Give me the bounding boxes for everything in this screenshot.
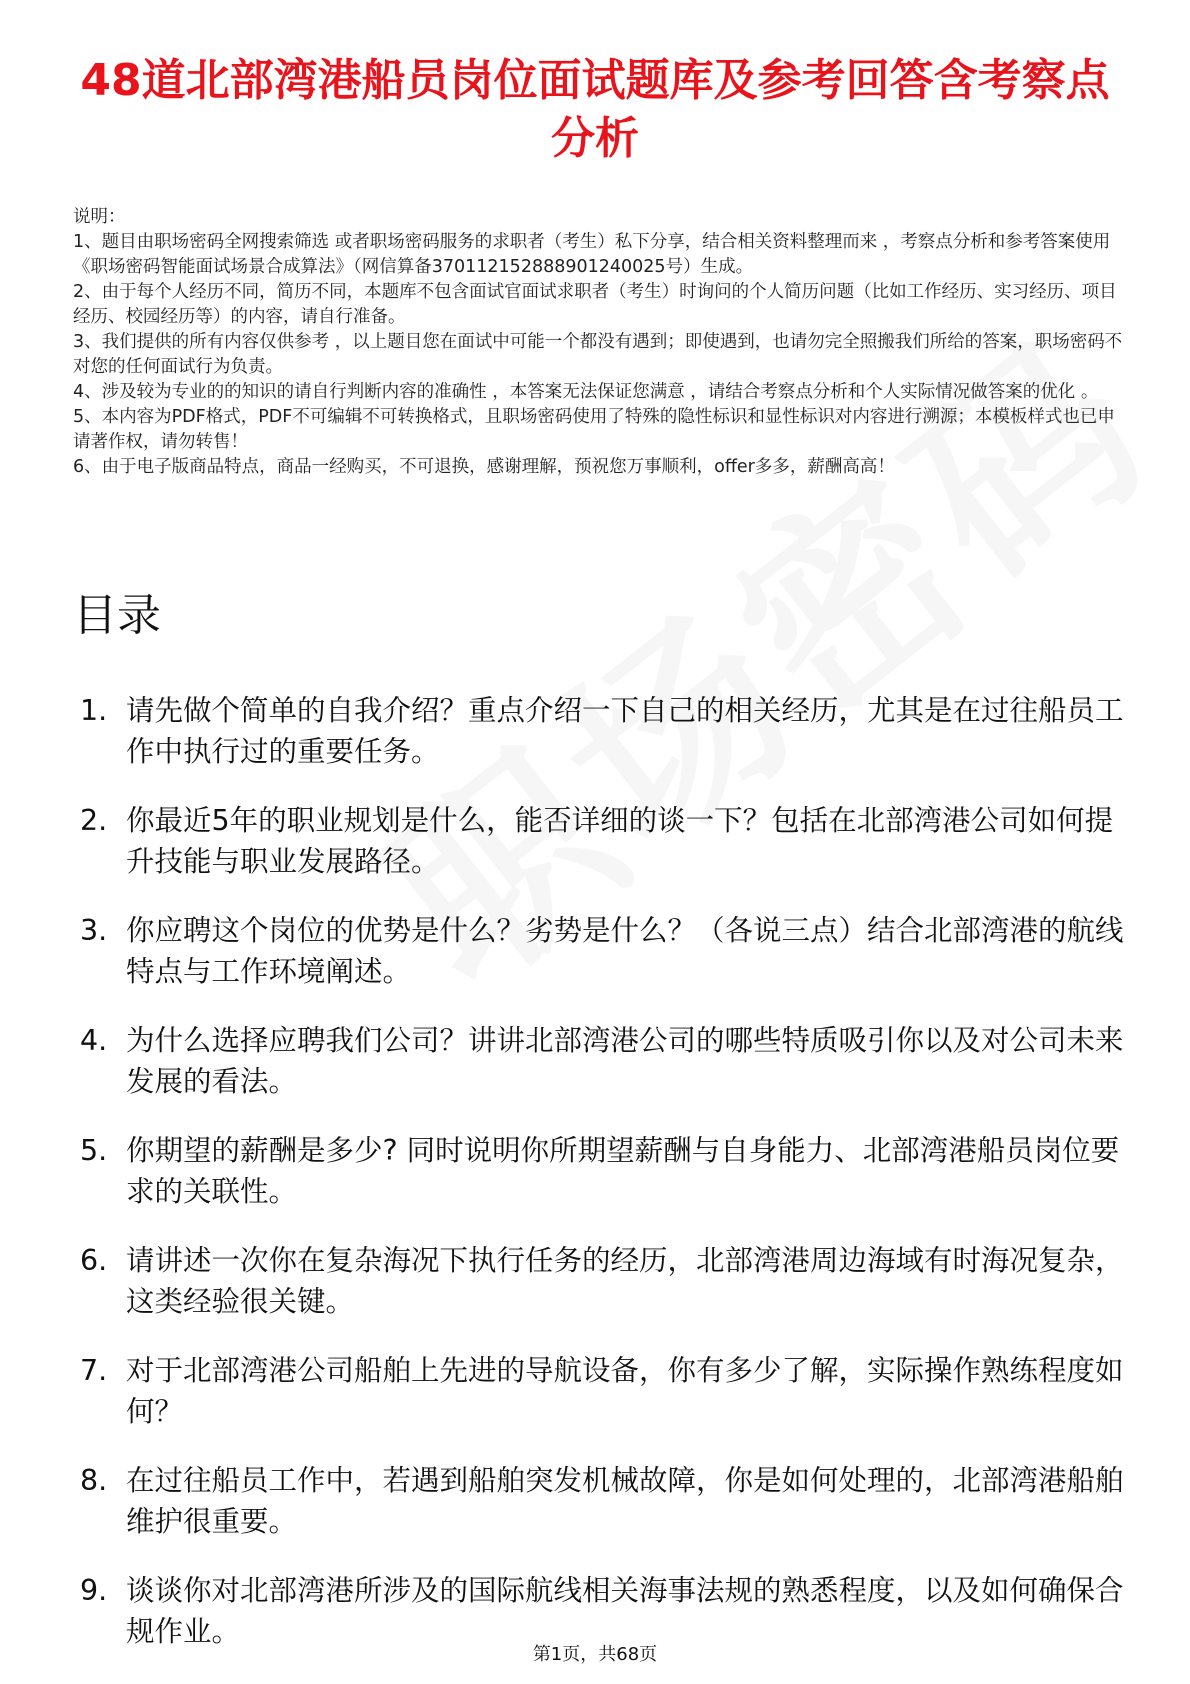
toc-item[interactable] — [80, 1240, 1140, 1322]
toc-heading: 目录 — [73, 590, 161, 641]
note-item: 6、由于电子版商品特点，商品一经购买，不可退换，感谢理解，预祝您万事顺利，offer多多，薪酬高高！ — [73, 457, 895, 477]
note-item: 4、涉及较为专业的的知识的请自行判断内容的准确性 ，本答案无法保证您满意 ，请结合考察点分析和个人实际情况做答案的优化 。 — [73, 382, 1099, 402]
note-item: 3、我们提供的所有内容仅供参考 ，以上题目您在面试中可能一个都没有遇到；即使遇到，也请勿完全照搬我们所给的答案，职场密码不对您的任何面试行为负责。 — [73, 332, 1123, 377]
toc-item[interactable] — [80, 910, 1140, 992]
note-item: 1、题目由职场密码全网搜索筛选 或者职场密码服务的求职者（考生）私下分享，结合相关资料整理而来 ，考察点分析和参考答案使用《职场密码智能面试场景合成算法》（网信算备370112152888901240025号）生成。 — [73, 232, 1111, 277]
notes-heading: 说明： — [73, 207, 126, 227]
note-item: 2、由于每个人经历不同，简历不同，本题库不包含面试官面试求职者（考生）时询问的个人简历问题（比如工作经历、实习经历、项目经历、校园经历等）的内容，请自行准备。 — [73, 282, 1117, 327]
toc-item-number: 6. — [80, 1244, 108, 1277]
toc-item-number: 1. — [80, 694, 108, 727]
toc-item-number: 8. — [80, 1464, 108, 1497]
toc-item-text: 你期望的薪酬是多少? 同时说明你所期望薪酬与自身能力、北部湾港船员岗位要求的关联性。 — [126, 1134, 1120, 1208]
toc-item[interactable] — [80, 800, 1140, 882]
toc-item-text: 为什么选择应聘我们公司？讲讲北部湾港公司的哪些特质吸引你以及对公司未来发展的看法。 — [126, 1024, 1124, 1098]
toc-item-number: 2. — [80, 804, 108, 837]
toc-item-number: 9. — [80, 1574, 108, 1607]
toc-item-number: 3. — [80, 914, 108, 947]
notes-section — [73, 205, 1123, 480]
toc-item-text: 谈谈你对北部湾港所涉及的国际航线相关海事法规的熟悉程度，以及如何确保合规作业。 — [126, 1574, 1124, 1648]
page-title: 48道北部湾港船员岗位面试题库及参考回答含考察点分析 — [80, 55, 1110, 164]
toc-item[interactable] — [80, 1350, 1140, 1432]
note-item: 5、本内容为PDF格式，PDF不可编辑不可转换格式，且职场密码使用了特殊的隐性标识和显性标识对内容进行溯源；本模板样式也已申请著作权，请勿转售！ — [73, 407, 1115, 452]
page-footer: 第1页，共68页 — [532, 1644, 658, 1665]
toc-item-text: 在过往船员工作中，若遇到船舶突发机械故障，你是如何处理的，北部湾港船舶维护很重要。 — [126, 1464, 1124, 1538]
toc-item[interactable] — [80, 690, 1140, 772]
toc-list — [80, 690, 1140, 1680]
toc-item-number: 4. — [80, 1024, 108, 1057]
toc-item-text: 对于北部湾港公司船舶上先进的导航设备，你有多少了解，实际操作熟练程度如何？ — [126, 1354, 1124, 1428]
toc-item[interactable] — [80, 1460, 1140, 1542]
toc-item[interactable] — [80, 1020, 1140, 1102]
toc-item-number: 7. — [80, 1354, 108, 1387]
toc-item-number: 5. — [80, 1134, 108, 1167]
toc-item-text: 请先做个简单的自我介绍？重点介绍一下自己的相关经历，尤其是在过往船员工作中执行过的重要任务。 — [126, 694, 1124, 768]
toc-item-text: 你最近5年的职业规划是什么，能否详细的谈一下？包括在北部湾港公司如何提升技能与职业发展路径。 — [126, 804, 1114, 878]
toc-item-text: 你应聘这个岗位的优势是什么？劣势是什么？（各说三点）结合北部湾港的航线特点与工作环境阐述。 — [126, 914, 1124, 988]
toc-item-text: 请讲述一次你在复杂海况下执行任务的经历，北部湾港周边海域有时海况复杂，这类经验很关键。 — [126, 1244, 1124, 1318]
toc-item[interactable] — [80, 1130, 1140, 1212]
